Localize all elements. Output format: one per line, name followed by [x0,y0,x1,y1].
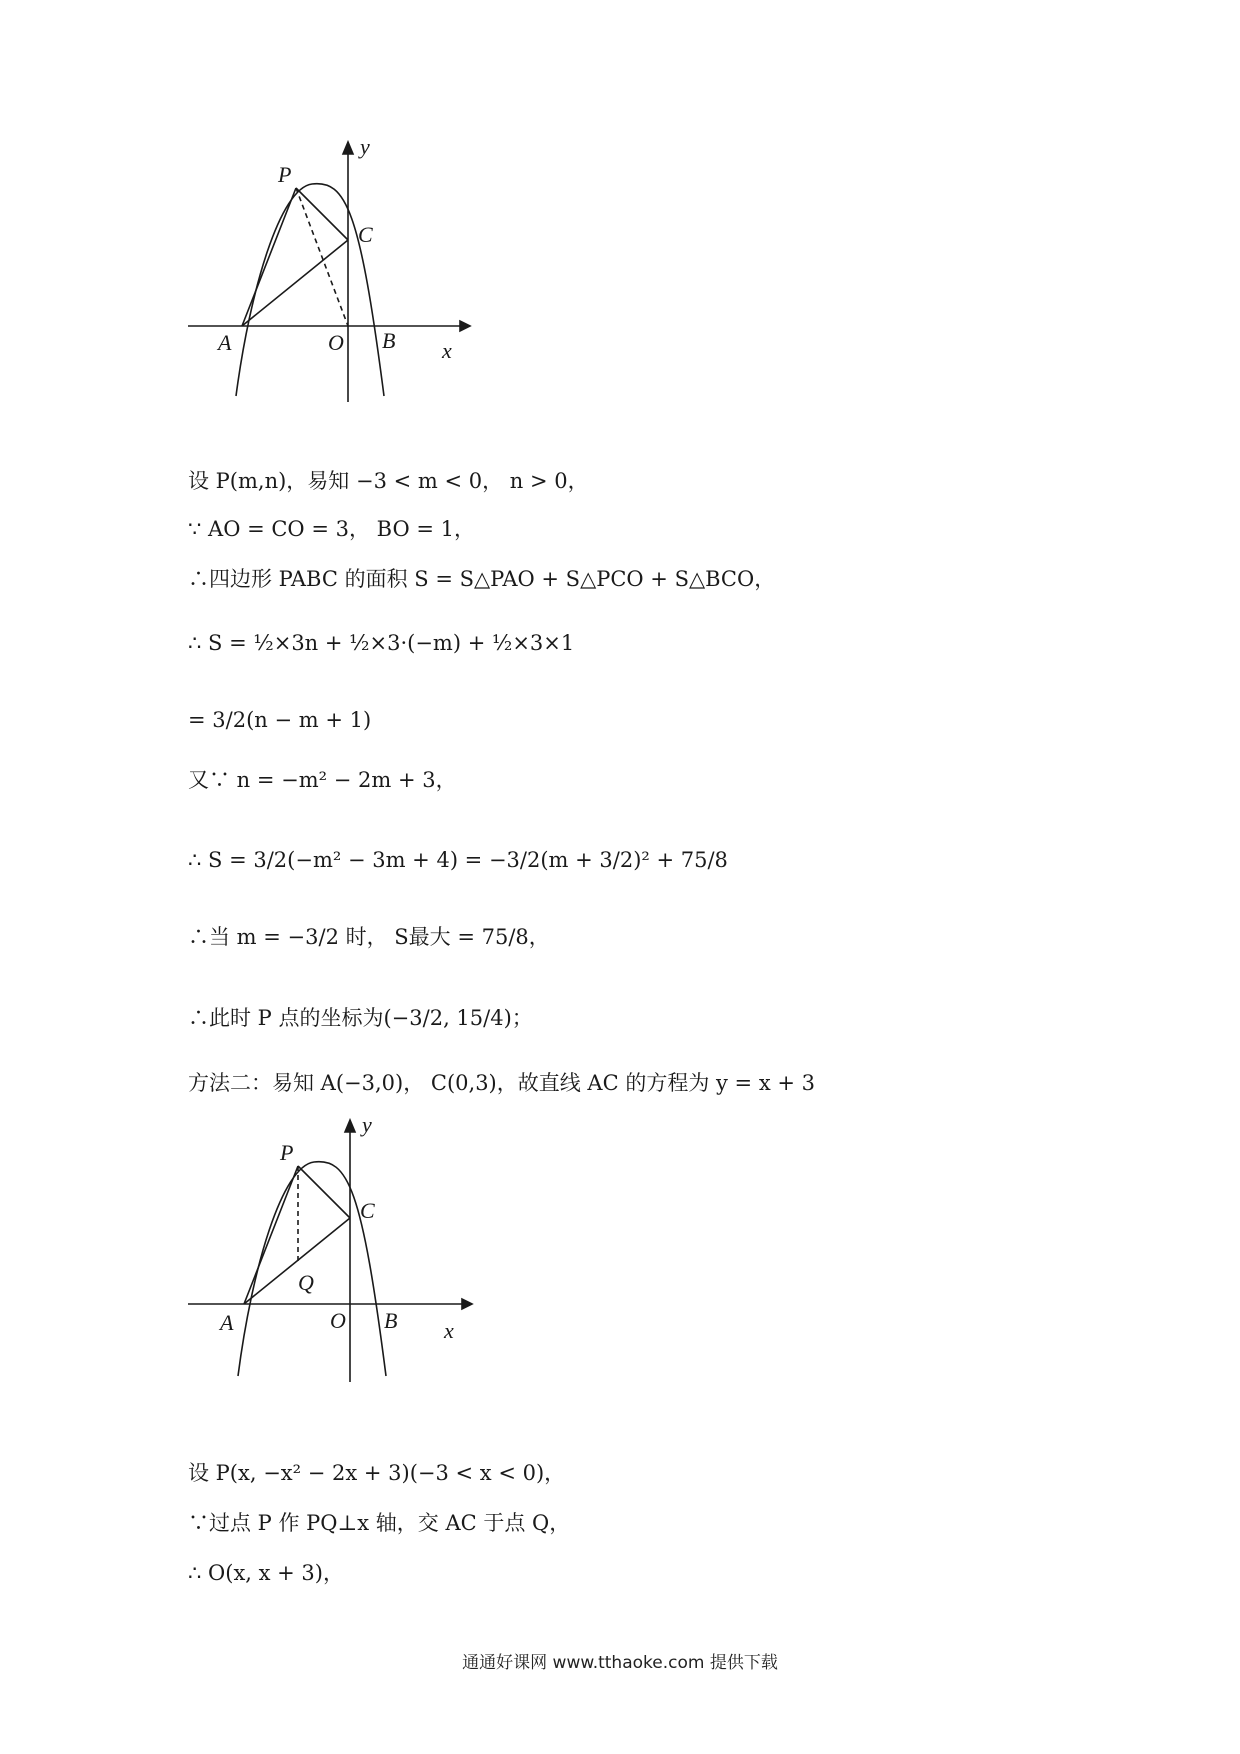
y-axis-arrow [343,142,353,154]
text-line-2: ∵ AO = CO = 3， BO = 1， [188,517,475,541]
x-axis-arrow [462,1299,472,1309]
label-p: P [278,162,292,187]
label-x: x [442,338,452,363]
parabola-figure-1 [180,140,480,420]
text-line-7: ∴ S = 3/2(−m² − 3m + 4) = −3/2(m + 3/2)² + 75/8 [188,848,728,872]
page-footer: 通通好课网 www.tthaoke.com 提供下载 [462,1653,778,1673]
text-line-11: 设 P(x, −x² − 2x + 3)(−3 < x < 0)， [188,1461,566,1485]
text-line-6: 又∵ n = −m² − 2m + 3， [188,768,457,792]
text-line-8: ∴当 m = −3/2 时， S最大 = 75/8， [188,925,550,949]
segment-po-dashed [296,188,348,326]
label-a: A [218,330,232,355]
label-o: O [328,330,344,355]
segment-ap [244,1166,298,1304]
text-line-3: ∴四边形 PABC 的面积 S = S△PAO + S△PCO + S△BCO， [188,567,776,591]
label-a: A [220,1310,234,1335]
text-line-4: ∴ S = ½×3n + ½×3·(−m) + ½×3×1 [188,631,575,655]
label-c: C [358,222,373,247]
label-p: P [280,1140,294,1165]
figure-2-svg [180,1118,480,1400]
label-b: B [382,328,396,353]
figure-1-svg [180,140,480,420]
parabola-curve [238,1162,386,1376]
label-b: B [384,1308,398,1333]
text-line-9: ∴此时 P 点的坐标为(−3/2, 15/4)； [188,1006,533,1030]
x-axis-arrow [460,321,470,331]
parabola-curve [236,184,384,396]
parabola-figure-2 [180,1118,480,1400]
label-y: y [360,140,370,159]
label-c: C [360,1198,375,1223]
text-line-5: = 3/2(n − m + 1) [188,708,372,732]
label-q: Q [298,1270,314,1295]
segment-ap [242,188,296,326]
label-o: O [330,1308,346,1333]
text-line-1: 设 P(m,n)，易知 −3 < m < 0， n > 0， [188,469,589,493]
y-axis-arrow [345,1120,355,1132]
text-line-12: ∵过点 P 作 PQ⊥x 轴，交 AC 于点 Q， [188,1511,571,1535]
label-y: y [362,1118,372,1137]
text-line-13: ∴ O(x, x + 3)， [188,1561,344,1585]
text-line-10: 方法二：易知 A(−3,0)， C(0,3)，故直线 AC 的方程为 y = x + 3 [188,1071,815,1095]
label-x: x [444,1318,454,1343]
